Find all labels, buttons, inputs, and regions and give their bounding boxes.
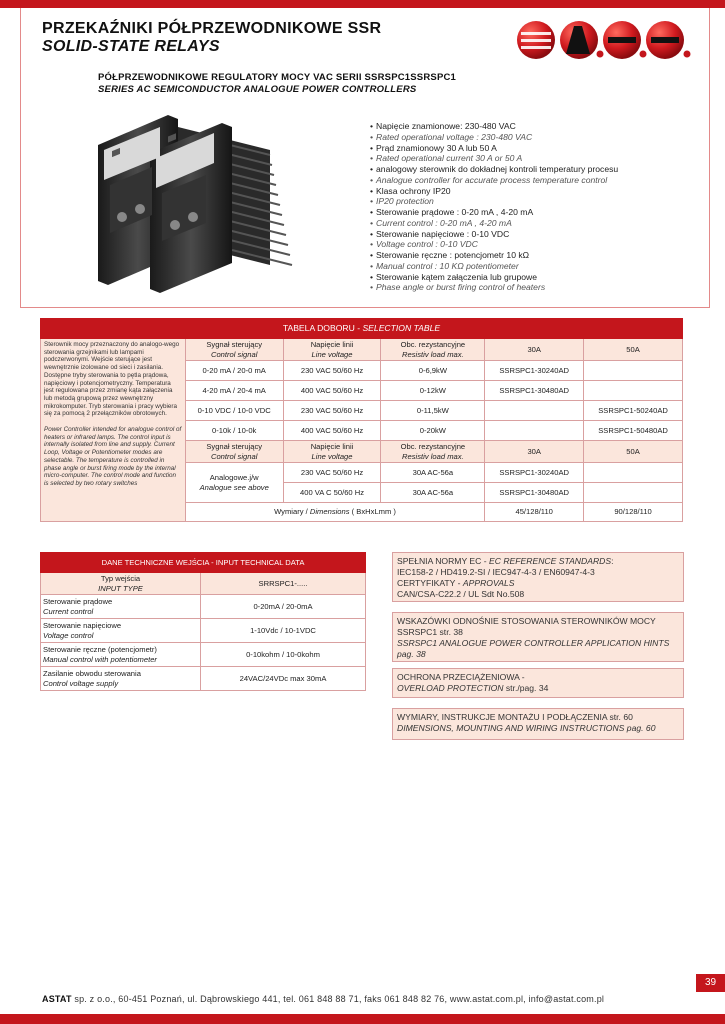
col-header-signal-2: Sygnał sterujący Control signal [185,441,283,463]
application-hints-box: WSKAZÓWKI ODNOŚNIE STOSOWANIA STEROWNIKÓW MOCY SSRSPC1 str. 38 SSRSPC1 ANALOGUE POWER CONTROLLER APPLICATION HINTS pag. 38 [392,612,684,662]
input-label: Sterowanie prądowe Current control [41,595,201,619]
series-subtitle-en: SERIES AC SEMICONDUCTOR ANALOGUE POWER CONTROLLERS [98,84,417,95]
spec-item: • Klasa ochrony IP20 [370,186,700,197]
footer-contact: ASTAT sp. z o.o., 60-451 Poznań, ul. Dąbrowskiego 441, tel. 061 848 88 71, faks 061 848 82 76, www.astat.com.pl, info@astat.com.pl [42,994,605,1004]
cell-signal-analog: Analogowe.j/w Analogue see above [185,463,283,503]
col-header-load: Obc. rezystancyjne Resistiv load max. [381,339,485,361]
cell-50a [584,361,683,381]
cell-dims-30a: 45/128/110 [485,503,584,522]
cell-line: 230 VAC 50/60 Hz [283,401,381,421]
col-header-load-2: Obc. rezystancyjne Resistiv load max. [381,441,485,463]
col-header-30a-2: 30A [485,441,584,463]
table-row [41,619,366,643]
input-data-table [40,552,366,691]
table-row [41,643,366,667]
cell-50a: SSRSPC1-50480AD [584,421,683,441]
cell-load: 30A AC-56a [381,463,485,483]
input-label: Zasilanie obwodu sterowania Control voltage supply [41,667,201,691]
input-model-header: SRRSPC1-..... [201,573,366,595]
spec-item: • Napięcie znamionowe: 230-480 VAC [370,121,700,132]
cell-load: 0-6,9kW [381,361,485,381]
input-value: 1-10Vdc / 10-1VDC [201,619,366,643]
spec-item: • analogowy sterownik do dokładnej kontroli temperatury procesu [370,164,700,175]
col-header-50a: 50A [584,339,683,361]
page-title-pl: PRZEKAŹNIKI PÓŁPRZEWODNIKOWE SSR [42,20,382,37]
spec-item: • Manual control : 10 KΩ potentiometer [370,261,700,272]
cell-30a: SSRSPC1-30480AD [485,483,584,503]
cell-load: 30A AC-56a [381,483,485,503]
cell-line: 230 VAC 50/60 Hz [283,463,381,483]
cell-30a [485,421,584,441]
cell-dimensions-label: Wymiary / Dimensions ( BxHxLmm ) [185,503,485,522]
col-header-line: Napięcie linii Line voltage [283,339,381,361]
input-value: 24VAC/24VDc max 30mA [201,667,366,691]
product-photo-relays [90,105,320,295]
spec-item: • Rated operational current 30 A or 50 A [370,153,700,164]
input-label: Sterowanie ręczne (potencjometr) Manual control with potentiometer [41,643,201,667]
cell-50a [584,381,683,401]
bottom-accent-bar [0,1014,725,1024]
cell-line: 400 VA C 50/60 Hz [283,483,381,503]
cell-signal: 0-20 mA / 20-0 mA [185,361,283,381]
cell-30a: SSRSPC1-30240AD [485,361,584,381]
spec-item: • Sterowanie kątem załączenia lub grupowe [370,272,700,283]
top-accent-bar [0,0,725,8]
page-number: 39 [696,974,725,992]
cell-line: 230 VAC 50/60 Hz [283,361,381,381]
col-header-signal: Sygnał sterujący Control signal [185,339,283,361]
col-header-50a-2: 50A [584,441,683,463]
col-header-30a: 30A [485,339,584,361]
cell-signal: 0-10 VDC / 10-0 VDC [185,401,283,421]
selection-table-title: TABELA DOBORU - SELECTION TABLE [41,319,683,339]
cell-load: 0-12kW [381,381,485,401]
footer-brand: ASTAT [42,994,72,1004]
standards-box: SPEŁNIA NORMY EC - EC REFERENCE STANDARDS: IEC158-2 / HD419.2-SI / IEC947-4-3 / EN60947-4-3 CERTYFIKATY - APPROVALS CAN/CSA-C22.2 / UL Sdt No.508 [392,552,684,602]
cell-load: 0-20kW [381,421,485,441]
cell-signal: 0-10k / 10-0k [185,421,283,441]
table-row [41,595,366,619]
dimensions-box: WYMIARY, INSTRUKCJE MONTAŻU I PODŁĄCZENIA str. 60 DIMENSIONS, MOUNTING AND WIRING INSTRUCTIONS pag. 60 [392,708,684,740]
col-header-line-2: Napięcie linii Line voltage [283,441,381,463]
spec-item: • Current control : 0-20 mA , 4-20 mA [370,218,700,229]
spec-item: • Analogue controller for accurate process temperature control [370,175,700,186]
series-subtitle-pl: PÓŁPRZEWODNIKOWE REGULATORY MOCY VAC SERII SSRSPC1SSRSPC1 [98,72,457,83]
cell-50a: SSRSPC1-50240AD [584,401,683,421]
cell-dims-50a: 90/128/110 [584,503,683,522]
cell-line: 400 VAC 50/60 Hz [283,421,381,441]
spec-item: • Prąd znamionowy 30 A lub 50 A [370,143,700,154]
selection-description: Sterownik mocy przeznaczony do analogo-wego sterowania grzejnikami lub lampami podczerwonymi. Wejście sterujące jest wewnętrznie izolowane od sieci i zasilania. Dostępne tryby sterowania to pętla prądowa, napięciowy i potencjometryczny. Temperatura jest regulowana przez zmianę kąta załączenia lub metodą grupową przez wewnętrzny mikrokomputer. Tryb sterowania i pracy wybiera się za pomocą 2 przełączników obrotowych. Power Controller intended for analogue control of heaters or infrared lamps. The control input is internally isolated from line and supply. Current Loop, Voltage or Potentiometer modes are selectable. The temperature is controlled in phase angle or burst firing mode by the internal micro-computer. The control mode and function is selected by two rotary switches [41,339,186,522]
spec-item: • Phase angle or burst firing control of heaters [370,282,700,293]
table-row [41,667,366,691]
selection-table [40,318,683,522]
cell-50a [584,463,683,483]
spec-item: • Sterowanie napięciowe : 0-10 VDC [370,229,700,240]
cell-load: 0-11,5kW [381,401,485,421]
brand-logo-icon [516,20,691,60]
input-type-header: Typ wejścia INPUT TYPE [41,573,201,595]
overload-protection-box: OCHRONA PRZECIĄŻENIOWA - OVERLOAD PROTECTION str./pag. 34 [392,668,684,698]
cell-30a: SSRSPC1-30240AD [485,463,584,483]
spec-item: • Sterowanie prądowe : 0-20 mA , 4-20 mA [370,207,700,218]
cell-30a [485,401,584,421]
cell-50a [584,483,683,503]
spec-list [370,121,700,293]
input-value: 0-20mA / 20-0mA [201,595,366,619]
spec-item: • Voltage control : 0-10 VDC [370,239,700,250]
cell-signal: 4-20 mA / 20-4 mA [185,381,283,401]
page-title-en: SOLID-STATE RELAYS [42,38,220,55]
spec-item: • Sterowanie ręczne : potencjometr 10 kΩ [370,250,700,261]
input-table-title: DANE TECHNICZNE WEJŚCIA - INPUT TECHNICAL DATA [41,553,366,573]
input-value: 0-10kohm / 10-0kohm [201,643,366,667]
cell-30a: SSRSPC1-30480AD [485,381,584,401]
cell-line: 400 VAC 50/60 Hz [283,381,381,401]
spec-item: • IP20 protection [370,196,700,207]
spec-item: • Rated operational voltage : 230-480 VAC [370,132,700,143]
input-label: Sterowanie napięciowe Voltage control [41,619,201,643]
